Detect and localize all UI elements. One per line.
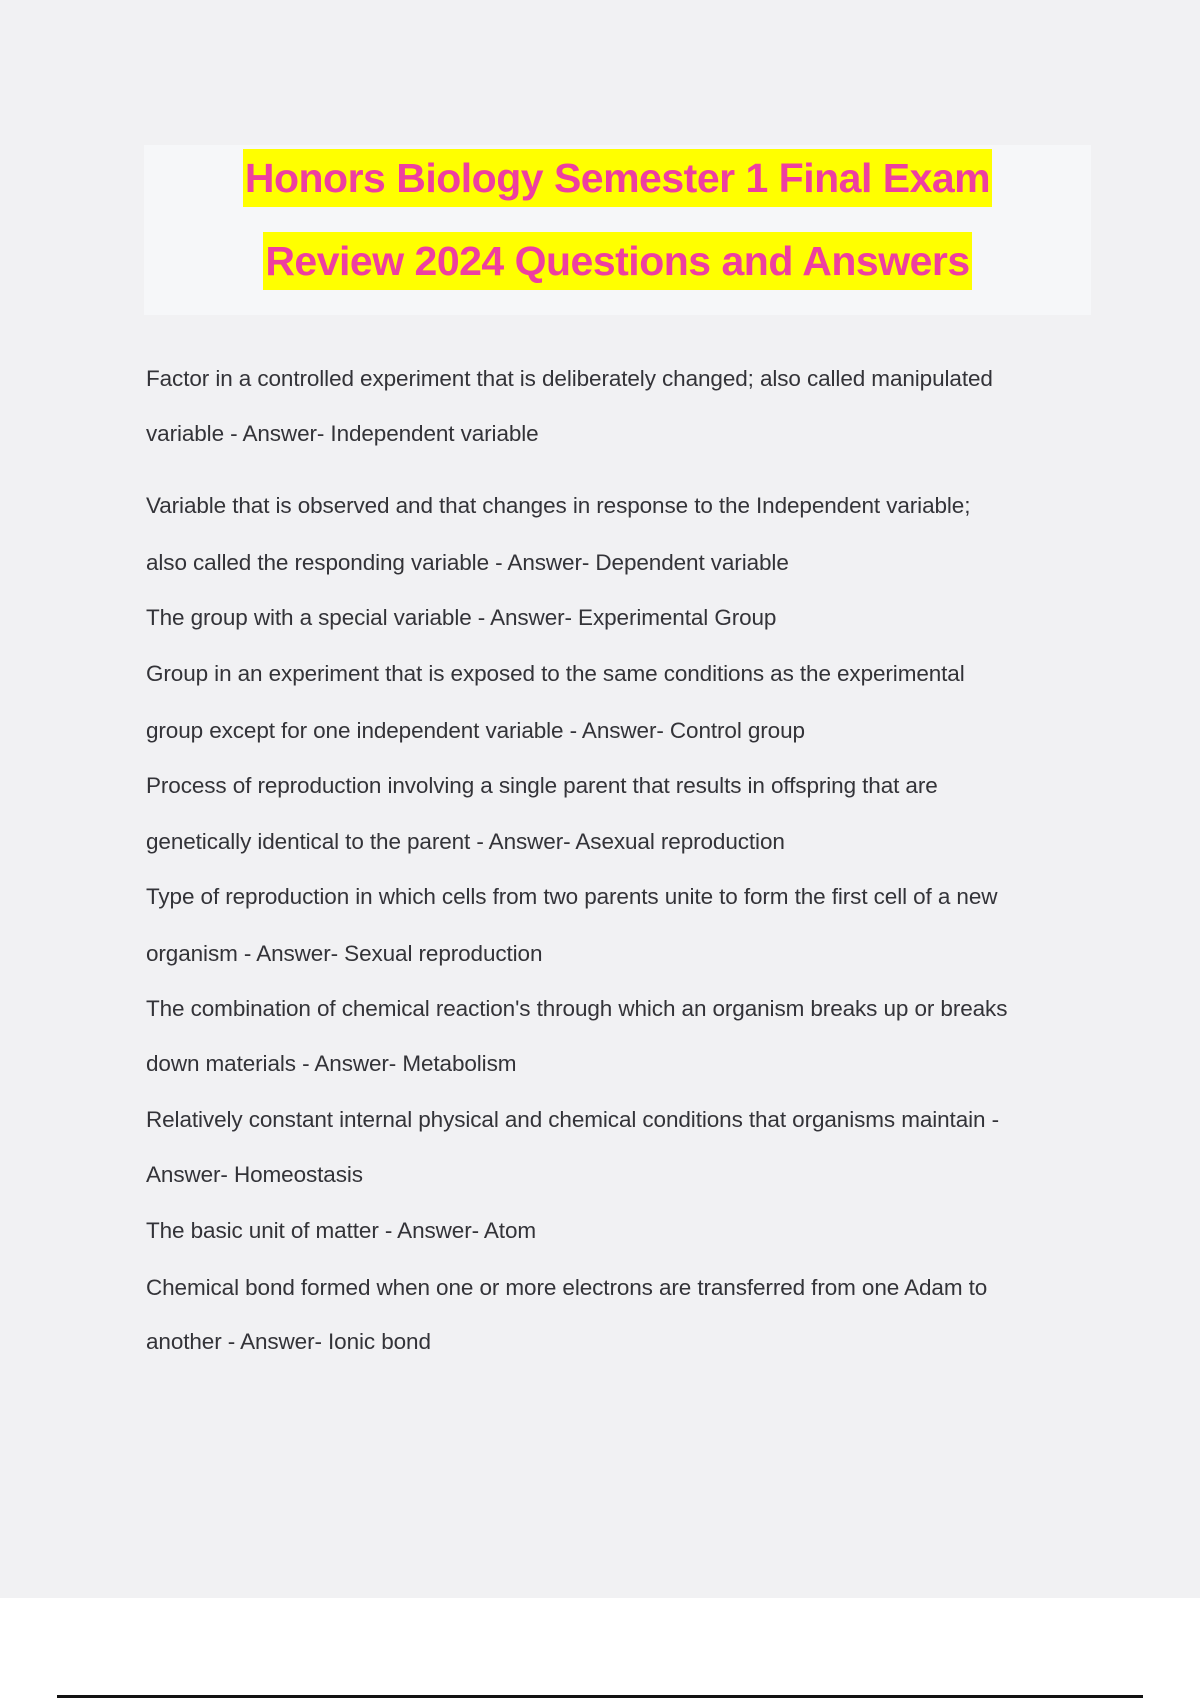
- qa-line: The group with a special variable - Answer- Experimental Group: [146, 605, 777, 630]
- qa-line: Answer- Homeostasis: [146, 1162, 363, 1187]
- title-line-1: [144, 149, 1091, 207]
- qa-line: group except for one independent variable - Answer- Control group: [146, 718, 805, 743]
- footer-rule: [57, 1695, 1143, 1698]
- qa-line: Process of reproduction involving a single parent that results in offspring that are: [146, 773, 938, 798]
- qa-line: Chemical bond formed when one or more electrons are transferred from one Adam to: [146, 1275, 988, 1300]
- title-line-2: [144, 232, 1091, 290]
- title-text-1: Honors Biology Semester 1 Final Exam: [243, 149, 992, 207]
- qa-line: The basic unit of matter - Answer- Atom: [146, 1218, 537, 1243]
- qa-line: Group in an experiment that is exposed to the same conditions as the experimental: [146, 661, 965, 686]
- title-text-2: Review 2024 Questions and Answers: [263, 232, 971, 290]
- title-banner: [144, 145, 1091, 315]
- qa-line: Variable that is observed and that changes in response to the Independent variable;: [146, 493, 971, 518]
- qa-line: organism - Answer- Sexual reproduction: [146, 941, 543, 966]
- qa-line: Type of reproduction in which cells from two parents unite to form the first cell of a new: [146, 884, 998, 909]
- qa-line: Factor in a controlled experiment that is deliberately changed; also called manipulated: [146, 366, 993, 391]
- qa-line: also called the responding variable - Answer- Dependent variable: [146, 550, 789, 575]
- qa-line: down materials - Answer- Metabolism: [146, 1051, 517, 1076]
- qa-line: The combination of chemical reaction's through which an organism breaks up or breaks: [146, 996, 1008, 1021]
- qa-line: variable - Answer- Independent variable: [146, 421, 539, 446]
- qa-line: Relatively constant internal physical and chemical conditions that organisms maintain -: [146, 1107, 999, 1132]
- qa-line: genetically identical to the parent - Answer- Asexual reproduction: [146, 829, 785, 854]
- qa-line: another - Answer- Ionic bond: [146, 1329, 431, 1354]
